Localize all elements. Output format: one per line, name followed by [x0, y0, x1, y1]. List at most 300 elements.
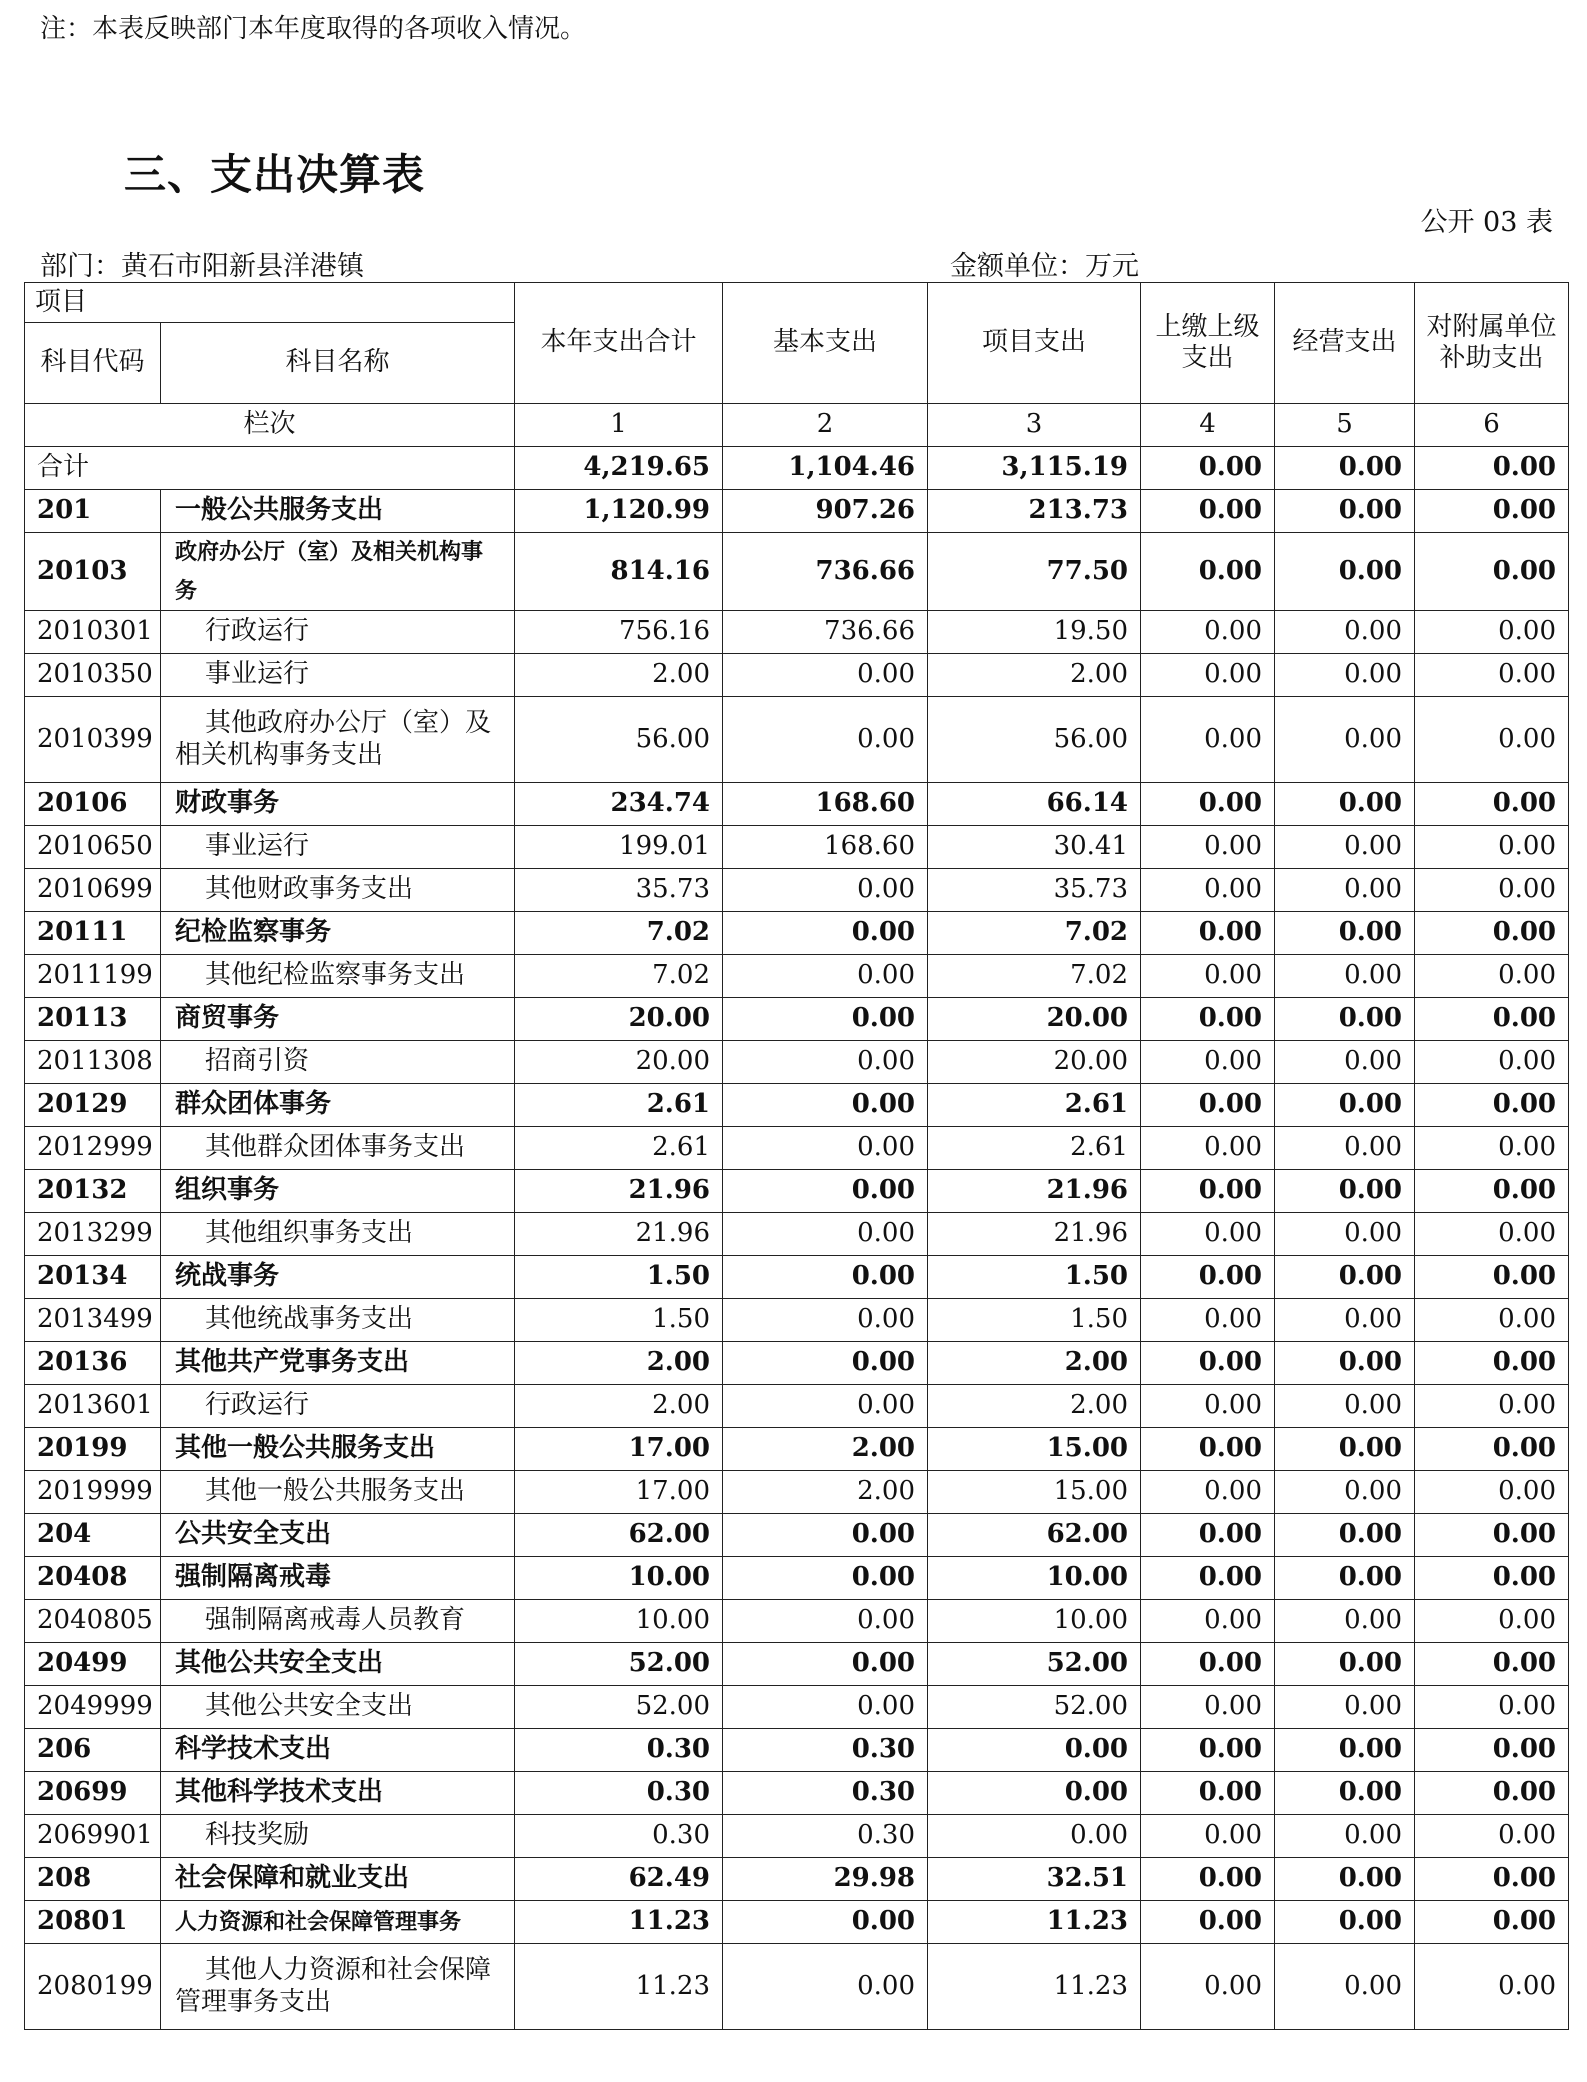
- subject-name: 组织事务: [161, 1170, 515, 1213]
- subject-name: 其他科学技术支出: [161, 1772, 515, 1815]
- amount-cell: 0.00: [1415, 1729, 1569, 1772]
- amount-cell: 11.23: [928, 1944, 1141, 2030]
- amount-cell: 0.00: [1275, 1041, 1415, 1084]
- subject-code: 20129: [25, 1084, 161, 1127]
- amount-cell: 168.60: [723, 826, 928, 869]
- subject-name: 强制隔离戒毒: [161, 1557, 515, 1600]
- table-row: [25, 1514, 1569, 1557]
- amount-cell: 0.00: [1141, 654, 1275, 697]
- subject-name: 社会保障和就业支出: [161, 1858, 515, 1901]
- amount-cell: 2.00: [723, 1471, 928, 1514]
- table-row: [25, 1643, 1569, 1686]
- amount-cell: 168.60: [723, 783, 928, 826]
- amount-cell: 0.00: [1415, 912, 1569, 955]
- amount-cell: 0.00: [1141, 1213, 1275, 1256]
- amount-cell: 0.00: [1275, 912, 1415, 955]
- amount-cell: 0.00: [1275, 1342, 1415, 1385]
- table-row: [25, 1729, 1569, 1772]
- amount-cell: 0.00: [1275, 1428, 1415, 1471]
- amount-cell: 0.00: [1275, 1299, 1415, 1342]
- amount-cell: 15.00: [928, 1428, 1141, 1471]
- amount-cell: 0.00: [1141, 1600, 1275, 1643]
- amount-cell: 11.23: [515, 1901, 723, 1944]
- table-row: [25, 1299, 1569, 1342]
- amount-cell: 0.00: [723, 697, 928, 783]
- amount-cell: 1.50: [928, 1299, 1141, 1342]
- amount-cell: 0.00: [1275, 1170, 1415, 1213]
- amount-cell: 0.00: [723, 1256, 928, 1299]
- subject-name: 科学技术支出: [161, 1729, 515, 1772]
- amount-cell: 0.00: [1141, 1428, 1275, 1471]
- subject-name: 其他统战事务支出: [161, 1299, 515, 1342]
- subject-code: 20134: [25, 1256, 161, 1299]
- subject-name: 其他组织事务支出: [161, 1213, 515, 1256]
- table-row: [25, 654, 1569, 697]
- amount-cell: 0.00: [723, 1600, 928, 1643]
- amount-cell: 736.66: [723, 611, 928, 654]
- table-row: [25, 955, 1569, 998]
- amount-cell: 0.00: [1141, 1686, 1275, 1729]
- amount-cell: 20.00: [515, 1041, 723, 1084]
- amount-cell: 10.00: [928, 1600, 1141, 1643]
- subject-code: 20136: [25, 1342, 161, 1385]
- subject-code: 2010350: [25, 654, 161, 697]
- amount-cell: 0.00: [1275, 783, 1415, 826]
- subject-name: 人力资源和社会保障管理事务: [161, 1901, 515, 1944]
- amount-cell: 0.00: [1141, 1557, 1275, 1600]
- amount-cell: 35.73: [928, 869, 1141, 912]
- amount-cell: 52.00: [928, 1643, 1141, 1686]
- amount-cell: 0.00: [1141, 1944, 1275, 2030]
- amount-cell: 17.00: [515, 1471, 723, 1514]
- amount-cell: 0.00: [1141, 869, 1275, 912]
- amount-cell: 0.00: [1141, 1815, 1275, 1858]
- amount-cell: 2.61: [515, 1084, 723, 1127]
- subject-code: 2013499: [25, 1299, 161, 1342]
- table-row: [25, 912, 1569, 955]
- amount-cell: 0.00: [1275, 1471, 1415, 1514]
- table-row: [25, 447, 1569, 490]
- amount-cell: 0.30: [515, 1772, 723, 1815]
- amount-cell: 0.00: [1141, 1084, 1275, 1127]
- amount-cell: 0.00: [1415, 1557, 1569, 1600]
- subject-code: 2019999: [25, 1471, 161, 1514]
- amount-cell: 0.00: [1275, 1256, 1415, 1299]
- subject-name: 统战事务: [161, 1256, 515, 1299]
- amount-cell: 0.00: [1141, 1127, 1275, 1170]
- subject-code: 20801: [25, 1901, 161, 1944]
- header-basic: 基本支出: [723, 283, 928, 404]
- amount-cell: 0.00: [1275, 1815, 1415, 1858]
- table-row: [25, 1686, 1569, 1729]
- amount-cell: 0.00: [1141, 1170, 1275, 1213]
- amount-cell: 0.00: [1275, 1901, 1415, 1944]
- table-row: [25, 783, 1569, 826]
- amount-cell: 62.00: [515, 1514, 723, 1557]
- subject-code: 2010301: [25, 611, 161, 654]
- amount-cell: 0.00: [1141, 1643, 1275, 1686]
- amount-cell: 7.02: [515, 912, 723, 955]
- amount-cell: 0.00: [1141, 1256, 1275, 1299]
- subject-name: 其他一般公共服务支出: [161, 1471, 515, 1514]
- subject-name: 其他群众团体事务支出: [161, 1127, 515, 1170]
- amount-cell: 62.49: [515, 1858, 723, 1901]
- amount-cell: 0.00: [1275, 1084, 1415, 1127]
- amount-cell: 0.00: [1415, 1901, 1569, 1944]
- amount-cell: 11.23: [928, 1901, 1141, 1944]
- amount-cell: 0.30: [515, 1729, 723, 1772]
- subject-code: 20113: [25, 998, 161, 1041]
- amount-cell: 0.00: [1415, 1342, 1569, 1385]
- table-row: [25, 1772, 1569, 1815]
- amount-cell: 2.61: [515, 1127, 723, 1170]
- subject-name: 其他政府办公厅（室）及相关机构事务支出: [161, 697, 515, 783]
- amount-cell: 0.00: [723, 1557, 928, 1600]
- amount-cell: 0.00: [1415, 533, 1569, 611]
- amount-cell: 0.00: [1275, 1643, 1415, 1686]
- table-row: [25, 533, 1569, 611]
- header-project: 项目: [25, 283, 515, 323]
- department-label: 部门：黄石市阳新县洋港镇: [40, 251, 364, 282]
- subject-code: 2010399: [25, 697, 161, 783]
- amount-cell: 0.00: [1141, 1471, 1275, 1514]
- amount-cell: 0.00: [1275, 611, 1415, 654]
- amount-cell: 1,104.46: [723, 447, 928, 490]
- column-number: 4: [1141, 404, 1275, 447]
- subject-code: 2012999: [25, 1127, 161, 1170]
- header-subsidy: 对附属单位补助支出: [1415, 283, 1569, 404]
- subject-name: 其他一般公共服务支出: [161, 1428, 515, 1471]
- amount-cell: 0.00: [1275, 697, 1415, 783]
- amount-cell: 0.00: [1415, 1944, 1569, 2030]
- subject-name: 一般公共服务支出: [161, 490, 515, 533]
- amount-cell: 0.30: [723, 1729, 928, 1772]
- header-name: 科目名称: [161, 323, 515, 404]
- amount-cell: 0.30: [723, 1772, 928, 1815]
- amount-cell: 0.00: [1141, 1299, 1275, 1342]
- amount-cell: 213.73: [928, 490, 1141, 533]
- amount-cell: 35.73: [515, 869, 723, 912]
- amount-cell: 0.00: [1141, 1342, 1275, 1385]
- amount-cell: 0.00: [1415, 1471, 1569, 1514]
- amount-cell: 0.00: [1275, 1600, 1415, 1643]
- subject-code: 206: [25, 1729, 161, 1772]
- table-row: [25, 1213, 1569, 1256]
- amount-cell: 0.00: [1415, 1256, 1569, 1299]
- subject-code: 2011308: [25, 1041, 161, 1084]
- amount-cell: 0.00: [1141, 611, 1275, 654]
- amount-cell: 0.00: [1275, 1213, 1415, 1256]
- amount-cell: 0.00: [1415, 1213, 1569, 1256]
- amount-cell: 0.00: [723, 1514, 928, 1557]
- amount-cell: 0.00: [1415, 1858, 1569, 1901]
- table-row: [25, 1428, 1569, 1471]
- amount-cell: 0.00: [1275, 1772, 1415, 1815]
- subject-code: 2010650: [25, 826, 161, 869]
- amount-cell: 29.98: [723, 1858, 928, 1901]
- header-project-expenditure: 项目支出: [928, 283, 1141, 404]
- amount-cell: 0.00: [1141, 447, 1275, 490]
- amount-cell: 7.02: [928, 912, 1141, 955]
- page-title: 三、支出决算表: [124, 150, 426, 199]
- subject-name: 强制隔离戒毒人员教育: [161, 1600, 515, 1643]
- amount-cell: 21.96: [928, 1213, 1141, 1256]
- amount-cell: 20.00: [928, 998, 1141, 1041]
- subject-name: 公共安全支出: [161, 1514, 515, 1557]
- amount-cell: 10.00: [515, 1557, 723, 1600]
- amount-cell: 77.50: [928, 533, 1141, 611]
- subject-code: 208: [25, 1858, 161, 1901]
- amount-cell: 0.00: [1275, 533, 1415, 611]
- amount-cell: 0.00: [1141, 1901, 1275, 1944]
- amount-cell: 0.00: [1141, 955, 1275, 998]
- amount-cell: 2.00: [723, 1428, 928, 1471]
- amount-cell: 0.00: [928, 1729, 1141, 1772]
- amount-cell: 0.00: [1141, 1772, 1275, 1815]
- table-row: [25, 490, 1569, 533]
- subject-code: 20408: [25, 1557, 161, 1600]
- amount-cell: 0.00: [1141, 783, 1275, 826]
- subject-code: 20199: [25, 1428, 161, 1471]
- amount-cell: 0.00: [723, 1342, 928, 1385]
- subject-code: 2013601: [25, 1385, 161, 1428]
- amount-cell: 0.00: [1275, 1557, 1415, 1600]
- amount-cell: 0.00: [1141, 490, 1275, 533]
- subject-code: 20111: [25, 912, 161, 955]
- amount-cell: 0.00: [1415, 1127, 1569, 1170]
- amount-cell: 0.00: [1141, 912, 1275, 955]
- amount-cell: 0.00: [723, 1944, 928, 2030]
- amount-cell: 10.00: [928, 1557, 1141, 1600]
- amount-cell: 0.00: [1415, 955, 1569, 998]
- amount-cell: 0.00: [1275, 1385, 1415, 1428]
- subject-name: 群众团体事务: [161, 1084, 515, 1127]
- amount-cell: 0.00: [1141, 826, 1275, 869]
- amount-cell: 0.00: [723, 869, 928, 912]
- amount-cell: 0.00: [1415, 1514, 1569, 1557]
- amount-cell: 0.00: [1415, 869, 1569, 912]
- amount-cell: 0.00: [723, 1041, 928, 1084]
- subject-name: 财政事务: [161, 783, 515, 826]
- header-total: 本年支出合计: [515, 283, 723, 404]
- amount-cell: 0.00: [1275, 869, 1415, 912]
- amount-cell: 7.02: [928, 955, 1141, 998]
- column-number: 5: [1275, 404, 1415, 447]
- amount-cell: 234.74: [515, 783, 723, 826]
- subject-code: 20499: [25, 1643, 161, 1686]
- table-row: [25, 869, 1569, 912]
- amount-cell: 0.00: [1415, 447, 1569, 490]
- amount-cell: 1.50: [515, 1299, 723, 1342]
- amount-cell: 0.00: [723, 955, 928, 998]
- amount-cell: 0.30: [723, 1815, 928, 1858]
- subject-code: 2011199: [25, 955, 161, 998]
- amount-cell: 10.00: [515, 1600, 723, 1643]
- subject-code: 20106: [25, 783, 161, 826]
- amount-cell: 2.00: [515, 654, 723, 697]
- table-row: [25, 1256, 1569, 1299]
- amount-cell: 1.50: [928, 1256, 1141, 1299]
- column-number-row: [25, 404, 1569, 447]
- amount-cell: 0.00: [1275, 490, 1415, 533]
- subject-code: 2010699: [25, 869, 161, 912]
- amount-cell: 2.00: [928, 1342, 1141, 1385]
- subject-name: 科技奖励: [161, 1815, 515, 1858]
- subject-name: 商贸事务: [161, 998, 515, 1041]
- amount-cell: 2.00: [515, 1385, 723, 1428]
- subject-code: 2080199: [25, 1944, 161, 2030]
- amount-cell: 0.00: [723, 1643, 928, 1686]
- amount-cell: 0.00: [1415, 1428, 1569, 1471]
- amount-cell: 52.00: [928, 1686, 1141, 1729]
- amount-cell: 0.00: [1415, 654, 1569, 697]
- subject-name: 事业运行: [161, 654, 515, 697]
- amount-cell: 20.00: [928, 1041, 1141, 1084]
- amount-cell: 0.00: [1275, 447, 1415, 490]
- amount-cell: 0.00: [723, 912, 928, 955]
- amount-cell: 0.30: [515, 1815, 723, 1858]
- amount-cell: 0.00: [1141, 1041, 1275, 1084]
- amount-cell: 0.00: [723, 1686, 928, 1729]
- subject-name: 纪检监察事务: [161, 912, 515, 955]
- total-label: 合计: [25, 447, 515, 490]
- column-number: 3: [928, 404, 1141, 447]
- amount-cell: 0.00: [1415, 1170, 1569, 1213]
- table-row: [25, 1858, 1569, 1901]
- amount-cell: 3,115.19: [928, 447, 1141, 490]
- amount-cell: 0.00: [1141, 1729, 1275, 1772]
- subject-name: 事业运行: [161, 826, 515, 869]
- amount-cell: 0.00: [723, 654, 928, 697]
- amount-cell: 0.00: [1415, 611, 1569, 654]
- header-code: 科目代码: [25, 323, 161, 404]
- amount-cell: 1,120.99: [515, 490, 723, 533]
- subject-name: 招商引资: [161, 1041, 515, 1084]
- header-business: 经营支出: [1275, 283, 1415, 404]
- table-row: [25, 1815, 1569, 1858]
- subject-name: 行政运行: [161, 611, 515, 654]
- table-row: [25, 1901, 1569, 1944]
- table-row: [25, 1944, 1569, 2030]
- table-row: [25, 998, 1569, 1041]
- subject-name: 其他共产党事务支出: [161, 1342, 515, 1385]
- table-row: [25, 697, 1569, 783]
- amount-cell: 0.00: [1415, 826, 1569, 869]
- amount-cell: 21.96: [515, 1170, 723, 1213]
- amount-cell: 0.00: [1141, 533, 1275, 611]
- expenditure-table: [24, 282, 1569, 2030]
- amount-cell: 736.66: [723, 533, 928, 611]
- amount-cell: 0.00: [1415, 1299, 1569, 1342]
- subject-code: 20132: [25, 1170, 161, 1213]
- table-row: [25, 1170, 1569, 1213]
- amount-cell: 0.00: [1415, 1686, 1569, 1729]
- amount-cell: 2.61: [928, 1084, 1141, 1127]
- table-row: [25, 1084, 1569, 1127]
- amount-cell: 0.00: [1275, 1514, 1415, 1557]
- amount-cell: 907.26: [723, 490, 928, 533]
- amount-cell: 0.00: [723, 1299, 928, 1342]
- amount-cell: 0.00: [1275, 654, 1415, 697]
- amount-cell: 0.00: [1141, 1514, 1275, 1557]
- amount-cell: 7.02: [515, 955, 723, 998]
- table-row: [25, 1127, 1569, 1170]
- amount-cell: 0.00: [723, 998, 928, 1041]
- amount-cell: 0.00: [1275, 955, 1415, 998]
- subject-code: 2049999: [25, 1686, 161, 1729]
- amount-cell: 0.00: [1415, 1643, 1569, 1686]
- amount-cell: 0.00: [928, 1772, 1141, 1815]
- amount-cell: 756.16: [515, 611, 723, 654]
- amount-cell: 0.00: [723, 1127, 928, 1170]
- amount-cell: 0.00: [1415, 1385, 1569, 1428]
- amount-cell: 0.00: [723, 1385, 928, 1428]
- amount-cell: 0.00: [1141, 697, 1275, 783]
- amount-cell: 0.00: [723, 1213, 928, 1256]
- amount-cell: 0.00: [1415, 783, 1569, 826]
- subject-code: 2013299: [25, 1213, 161, 1256]
- amount-cell: 0.00: [1275, 1858, 1415, 1901]
- amount-cell: 56.00: [515, 697, 723, 783]
- subject-name: 其他公共安全支出: [161, 1643, 515, 1686]
- amount-cell: 56.00: [928, 697, 1141, 783]
- table-row: [25, 826, 1569, 869]
- table-note: 注：本表反映部门本年度取得的各项收入情况。: [40, 14, 587, 44]
- amount-cell: 0.00: [1275, 1944, 1415, 2030]
- amount-cell: 15.00: [928, 1471, 1141, 1514]
- unit-label: 金额单位：万元: [950, 251, 1139, 282]
- amount-cell: 0.00: [1141, 998, 1275, 1041]
- table-row: [25, 611, 1569, 654]
- subject-name: 其他公共安全支出: [161, 1686, 515, 1729]
- column-number: 6: [1415, 404, 1569, 447]
- header-row: [25, 283, 1569, 323]
- subject-code: 20699: [25, 1772, 161, 1815]
- amount-cell: 0.00: [1141, 1858, 1275, 1901]
- table-row: [25, 1342, 1569, 1385]
- table-row: [25, 1471, 1569, 1514]
- amount-cell: 0.00: [1275, 1127, 1415, 1170]
- amount-cell: 4,219.65: [515, 447, 723, 490]
- subject-name: 其他纪检监察事务支出: [161, 955, 515, 998]
- subject-code: 2040805: [25, 1600, 161, 1643]
- subject-code: 204: [25, 1514, 161, 1557]
- amount-cell: 0.00: [1415, 1041, 1569, 1084]
- amount-cell: 0.00: [1275, 1729, 1415, 1772]
- amount-cell: 2.61: [928, 1127, 1141, 1170]
- amount-cell: 1.50: [515, 1256, 723, 1299]
- amount-cell: 21.96: [928, 1170, 1141, 1213]
- column-number-label: 栏次: [25, 404, 515, 447]
- amount-cell: 0.00: [723, 1084, 928, 1127]
- amount-cell: 19.50: [928, 611, 1141, 654]
- subject-code: 201: [25, 490, 161, 533]
- table-body: [25, 447, 1569, 2030]
- amount-cell: 0.00: [1415, 1772, 1569, 1815]
- amount-cell: 0.00: [1415, 998, 1569, 1041]
- amount-cell: 0.00: [1415, 1600, 1569, 1643]
- amount-cell: 0.00: [1415, 697, 1569, 783]
- subject-name: 政府办公厅（室）及相关机构事务: [161, 533, 515, 611]
- amount-cell: 20.00: [515, 998, 723, 1041]
- amount-cell: 814.16: [515, 533, 723, 611]
- amount-cell: 21.96: [515, 1213, 723, 1256]
- amount-cell: 0.00: [723, 1901, 928, 1944]
- amount-cell: 52.00: [515, 1686, 723, 1729]
- amount-cell: 0.00: [1415, 490, 1569, 533]
- table-row: [25, 1557, 1569, 1600]
- column-number: 2: [723, 404, 928, 447]
